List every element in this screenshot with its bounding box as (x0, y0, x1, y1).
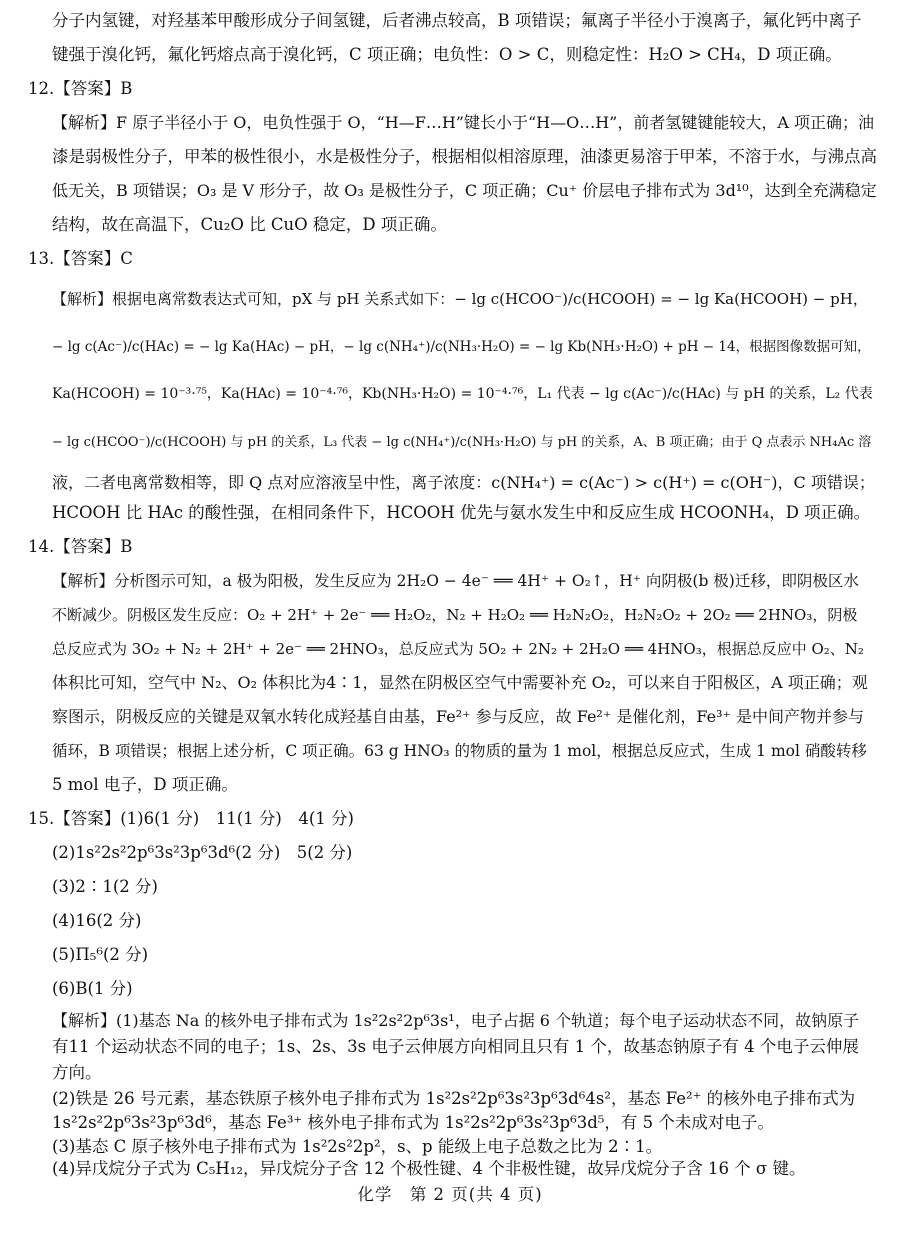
text-line: 【解析】(1)基态 Na 的核外电子排布式为 1s²2s²2p⁶3s¹，电子占据 6 个轨道；每个电子运动状态不同，故钠原子 (52, 1011, 860, 1030)
text-line: 5 mol 电子，D 项正确。 (52, 775, 238, 794)
text-line: 体积比可知，空气中 N₂、O₂ 体积比为4∶1，显然在阴极区空气中需要补充 O₂，可以来自于阳极区，A 项正确；观 (52, 673, 868, 692)
text-line: 【解析】根据电离常数表达式可知，pX 与 pH 关系式如下：− lg c(HCOO⁻)/c(HCOOH) = − lg Ka(HCOOH) − pH， (52, 290, 868, 308)
text-line: 键强于溴化钙，氟化钙熔点高于溴化钙，C 项正确；电负性：O > C，则稳定性：H₂O > CH₄，D 项正确。 (52, 45, 842, 64)
text-line: 不断减少。阴极区发生反应：O₂ + 2H⁺ + 2e⁻ ══ H₂O₂，N₂ + H₂O₂ ══ H₂N₂O₂，H₂N₂O₂ + 2O₂ ══ 2HNO₃，阴极 (52, 606, 858, 624)
answer-item: (5)Π₅⁶(2 分) (52, 945, 149, 964)
answer-heading-13: 13.【答案】C (28, 249, 133, 268)
text-line: − lg c(HCOO⁻)/c(HCOOH) 与 pH 的关系，L₃ 代表 − lg c(NH₄⁺)/c(NH₃·H₂O) 与 pH 的关系，A、B 项正确；由于 Q 点表示 NH₄Ac 溶 (52, 435, 872, 450)
text-line: (4)异戊烷分子式为 C₅H₁₂，异戊烷分子含 12 个极性键、4 个非极性键，故异戊烷分子含 16 个 σ 键。 (52, 1159, 806, 1178)
answer-item: (3)2∶1(2 分) (52, 877, 158, 896)
text-line: 分子内氢键，对羟基苯甲酸形成分子间氢键，后者沸点较高，B 项错误；氟离子半径小于溴离子，氟化钙中离子 (52, 11, 862, 30)
text-line: 【解析】F 原子半径小于 O，电负性强于 O，“H—F…H”键长小于“H—O…H”，前者氢键键能较大，A 项正确；油 (52, 113, 874, 132)
text-line: 循环，B 项错误；根据上述分析，C 项正确。63 g HNO₃ 的物质的量为 1 mol，根据总反应式，生成 1 mol 硝酸转移 (52, 742, 867, 760)
text-line: 方向。 (52, 1063, 102, 1082)
text-line: Ka(HCOOH) = 10⁻³·⁷⁵，Ka(HAc) = 10⁻⁴·⁷⁶，Kb(NH₃·H₂O) = 10⁻⁴·⁷⁶，L₁ 代表 − lg c(Ac⁻)/c(HAc) 与 pH 的关系，L₂ 代表 (52, 386, 873, 402)
text-line: 总反应式为 3O₂ + N₂ + 2H⁺ + 2e⁻ ══ 2HNO₃，总反应式为 5O₂ + 2N₂ + 2H₂O ══ 4HNO₃，根据总反应中 O₂、N₂ (52, 640, 864, 658)
text-line: 低无关，B 项错误；O₃ 是 V 形分子，故 O₃ 是极性分子，C 项正确；Cu⁺ 价层电子排布式为 3d¹⁰，达到全充满稳定 (52, 181, 877, 200)
text-line: 结构，故在高温下，Cu₂O 比 CuO 稳定，D 项正确。 (52, 215, 447, 234)
text-line: − lg c(Ac⁻)/c(HAc) = − lg Ka(HAc) − pH，− lg c(NH₄⁺)/c(NH₃·H₂O) = − lg Kb(NH₃·H₂O) + pH − 14，根据图像数据可知， (52, 339, 871, 355)
text-line: HCOOH 比 HAc 的酸性强，在相同条件下，HCOOH 优先与氨水发生中和反应生成 HCOONH₄，D 项正确。 (52, 503, 871, 522)
text-line: (3)基态 C 原子核外电子排布式为 1s²2s²2p²，s、p 能级上电子总数之比为 2∶1。 (52, 1137, 663, 1156)
text-line: (2)铁是 26 号元素，基态铁原子核外电子排布式为 1s²2s²2p⁶3s²3p⁶3d⁶4s²，基态 Fe²⁺ 的核外电子排布式为 (52, 1089, 856, 1108)
text-line: 液，二者电离常数相等，即 Q 点对应溶液呈中性，离子浓度：c(NH₄⁺) = c(Ac⁻) > c(H⁺) = c(OH⁻)，C 项错误； (52, 473, 875, 492)
answer-heading-14: 14.【答案】B (28, 537, 133, 556)
answer-item: (6)B(1 分) (52, 979, 133, 998)
answer-item: (4)16(2 分) (52, 911, 142, 930)
answer-heading-12: 12.【答案】B (28, 79, 133, 98)
answer-heading-15: 15.【答案】(1)6(1 分) 11(1 分) 4(1 分) (28, 809, 354, 828)
text-line: 【解析】分析图示可知，a 极为阳极，发生反应为 2H₂O − 4e⁻ ══ 4H⁺ + O₂↑，H⁺ 向阴极(b 极)迁移，即阴极区水 (52, 572, 859, 590)
answer-item: (2)1s²2s²2p⁶3s²3p⁶3d⁶(2 分) 5(2 分) (52, 843, 353, 862)
text-line: 漆是弱极性分子，甲苯的极性很小，水是极性分子，根据相似相溶原理，油漆更易溶于甲苯，不溶于水，与沸点高 (52, 147, 877, 166)
text-line: 1s²2s²2p⁶3s²3p⁶3d⁶，基态 Fe³⁺ 核外电子排布式为 1s²2s²2p⁶3s²3p⁶3d⁵，有 5 个未成对电子。 (52, 1113, 774, 1132)
text-line: 察图示，阴极反应的关键是双氧水转化成羟基自由基，Fe²⁺ 参与反应，故 Fe²⁺ 是催化剂，Fe³⁺ 是中间产物并参与 (52, 707, 865, 726)
text-line: 有11 个运动状态不同的电子；1s、2s、3s 电子云伸展方向相同且只有 1 个，故基态钠原子有 4 个电子云伸展 (52, 1037, 859, 1056)
page-footer: 化学 第 2 页(共 4 页) (357, 1185, 543, 1204)
